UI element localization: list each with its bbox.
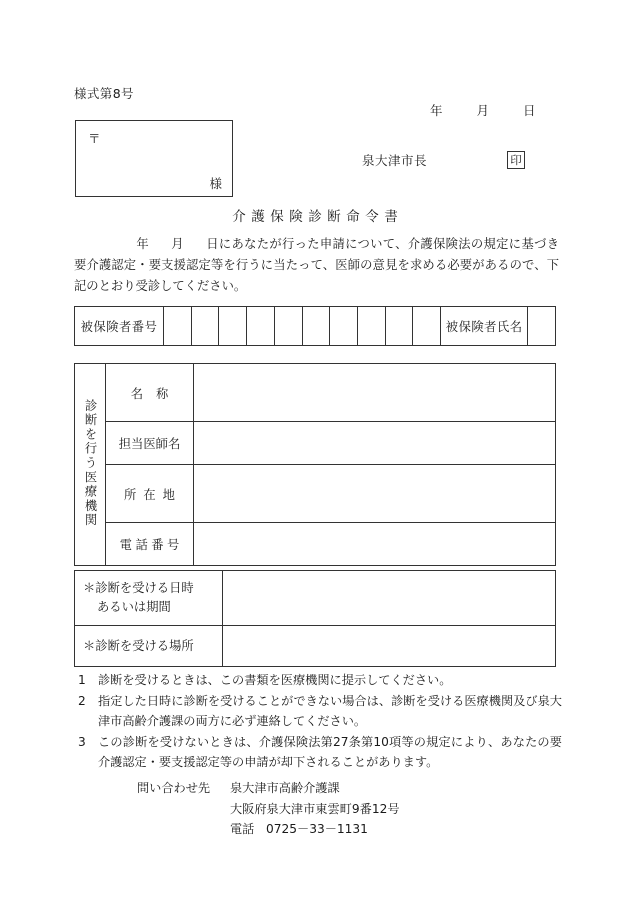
contact-address-spacer — [137, 799, 230, 820]
intro-month-label: 月 — [170, 237, 184, 251]
table-row — [75, 626, 556, 667]
insured-number-cell-1[interactable] — [164, 307, 192, 346]
table-row — [75, 523, 556, 566]
issue-date-line — [430, 101, 535, 119]
appointment-place-label — [75, 626, 223, 667]
insured-number-cell-5[interactable] — [274, 307, 302, 346]
institution-doctor-label: 担当医師名 — [106, 422, 194, 465]
insured-number-cell-3[interactable] — [219, 307, 247, 346]
institution-address-label: 所在地 — [106, 465, 194, 523]
contact-row-phone — [137, 819, 400, 840]
contact-phone-number: 0725－33－1131 — [266, 822, 368, 836]
form-number: 様式第8号 — [74, 86, 134, 101]
contact-phone-spacer — [137, 819, 230, 840]
appointment-datetime-label — [75, 571, 223, 626]
table-row — [75, 364, 556, 422]
date-month-label: 月 — [476, 103, 489, 118]
insured-number-cell-10[interactable] — [413, 307, 441, 346]
note-number-1: 1 — [78, 673, 86, 687]
note-item-1 — [74, 670, 562, 691]
insured-number-cell-9[interactable] — [385, 307, 413, 346]
note-text-2: 指定した日時に診断を受けることができない場合は、診断を受ける医療機関及び泉大津市高齢介護課の両方に必ず連絡してください。 — [98, 693, 562, 728]
institution-phone-label: 電話番号 — [106, 523, 194, 566]
page-title: 介護保険診断命令書 — [232, 209, 404, 225]
note-text-3: この診断を受けないときは、介護保険法第27条第10項等の規定により、あなたの要介護認定・要支援認定等の申請が却下されることがあります。 — [98, 734, 562, 769]
date-year-label: 年 — [430, 103, 443, 118]
postal-code-icon: 〒 — [88, 131, 101, 146]
note-item-2 — [74, 691, 562, 732]
appointment-datetime-label-line2: あるいは期間 — [97, 600, 171, 614]
contact-department: 泉大津市高齢介護課 — [230, 781, 340, 795]
insured-number-cell-4[interactable] — [247, 307, 275, 346]
appointment-place-value[interactable] — [223, 626, 556, 667]
insured-number-label: 被保険者番号 — [75, 307, 164, 346]
appointment-datetime-label-line1: ＊診断を受ける日時 — [83, 581, 194, 595]
addressee-box — [75, 120, 233, 197]
table-row — [75, 422, 556, 465]
institution-vertical-label — [75, 364, 106, 566]
contact-phone-label: 電話 — [230, 822, 255, 836]
table-row — [75, 465, 556, 523]
issuer-name: 泉大津市長 — [362, 153, 428, 168]
insured-name-value[interactable] — [528, 307, 556, 346]
contact-label: 問い合わせ先 — [137, 781, 211, 795]
date-day-label: 日 — [522, 103, 536, 118]
table-row — [75, 307, 556, 346]
institution-name-label: 名称 — [106, 364, 194, 422]
institution-phone-value[interactable] — [194, 523, 556, 566]
note-item-3 — [74, 732, 562, 773]
insured-number-cell-7[interactable] — [330, 307, 358, 346]
intro-body-text: 日にあなたが行った申請について、介護保険法の規定に基づき要介護認定・要支援認定等を行うに当たって、医師の意見を求める必要があるので、下記のとおり受診してください。 — [74, 237, 559, 293]
contact-row-address — [137, 799, 400, 820]
insured-person-table — [74, 306, 556, 346]
insured-number-cell-6[interactable] — [302, 307, 330, 346]
contact-address: 大阪府泉大津市東雲町9番12号 — [230, 801, 400, 816]
notes-list — [74, 670, 562, 773]
institution-address-value[interactable] — [194, 465, 556, 523]
contact-phone — [230, 819, 368, 840]
note-text-1: 診断を受けるときは、この書類を医療機関に提示してください。 — [98, 673, 452, 687]
medical-institution-table — [74, 363, 556, 566]
table-row — [75, 571, 556, 626]
appointment-place-label-line1: ＊診断を受ける場所 — [83, 638, 194, 653]
institution-name-value[interactable] — [194, 364, 556, 422]
note-number-2: 2 — [78, 693, 86, 708]
institution-vertical-label-text: 診断を行う医療機関 — [83, 398, 97, 528]
institution-doctor-value[interactable] — [194, 422, 556, 465]
insured-number-cell-8[interactable] — [358, 307, 386, 346]
contact-row-department — [137, 778, 400, 799]
contact-block — [137, 778, 400, 840]
intro-paragraph — [74, 234, 559, 297]
note-number-3: 3 — [78, 734, 86, 749]
seal-stamp-box: 印 — [507, 151, 525, 169]
insured-name-label: 被保険者氏名 — [441, 307, 528, 346]
insured-number-cell-2[interactable] — [191, 307, 219, 346]
appointment-datetime-value[interactable] — [223, 571, 556, 626]
addressee-honorific: 様 — [209, 176, 222, 191]
intro-year-label: 年 — [136, 237, 149, 251]
appointment-table — [74, 570, 556, 667]
